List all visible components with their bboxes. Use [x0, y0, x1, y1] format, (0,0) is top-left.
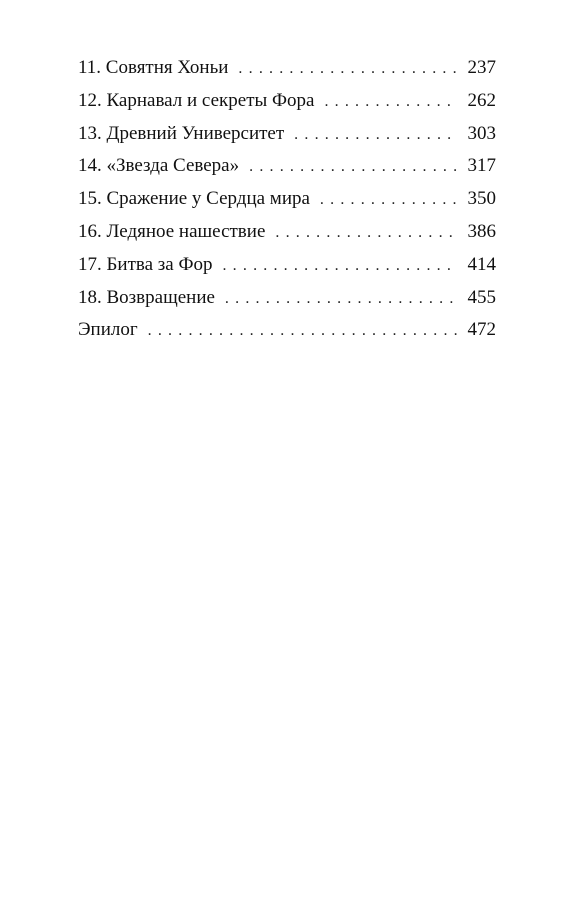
toc-entry[interactable] [78, 216, 496, 249]
toc-dot-leader [249, 151, 457, 184]
toc-entry-title: 14. «Звезда Севера» [78, 155, 240, 177]
toc-page-number: 414 [467, 253, 496, 275]
toc-entry[interactable] [78, 150, 496, 183]
toc-page-number: 262 [467, 89, 496, 111]
toc-dot-leader [148, 315, 458, 348]
toc-dot-leader [222, 250, 457, 283]
toc-dot-leader [324, 86, 457, 119]
table-of-contents [78, 52, 496, 347]
toc-page-number: 350 [467, 188, 496, 210]
toc-entry[interactable] [78, 183, 496, 216]
toc-page-number: 303 [467, 122, 496, 144]
toc-dot-leader [320, 184, 458, 217]
toc-dot-leader [294, 119, 457, 152]
toc-entry-title: Эпилог [78, 319, 138, 341]
toc-dot-leader [275, 217, 457, 250]
toc-dot-leader [238, 53, 457, 86]
toc-page-number: 386 [467, 220, 496, 242]
toc-dot-leader [225, 283, 458, 316]
toc-entry[interactable] [78, 52, 496, 85]
toc-entry-title: 16. Ледяное нашествие [78, 220, 266, 242]
toc-entry-title: 17. Битва за Фор [78, 253, 213, 275]
toc-entry[interactable] [78, 249, 496, 282]
toc-entry-title: 12. Карнавал и секреты Фора [78, 89, 315, 111]
toc-page-number: 237 [467, 57, 496, 78]
toc-entry[interactable] [78, 118, 496, 151]
toc-entry-title: 13. Древний Университет [78, 122, 285, 144]
toc-page-number: 317 [467, 155, 496, 177]
toc-entry[interactable] [78, 282, 496, 315]
toc-entry[interactable] [78, 314, 496, 347]
toc-page-number: 472 [467, 319, 496, 341]
toc-entry-title: 11. Совятня Хоньи [78, 57, 229, 78]
toc-entry-title: 18. Возвращение [78, 286, 215, 308]
toc-entry[interactable] [78, 85, 496, 118]
toc-page-number: 455 [467, 286, 496, 308]
toc-entry-title: 15. Сражение у Сердца мира [78, 188, 310, 210]
